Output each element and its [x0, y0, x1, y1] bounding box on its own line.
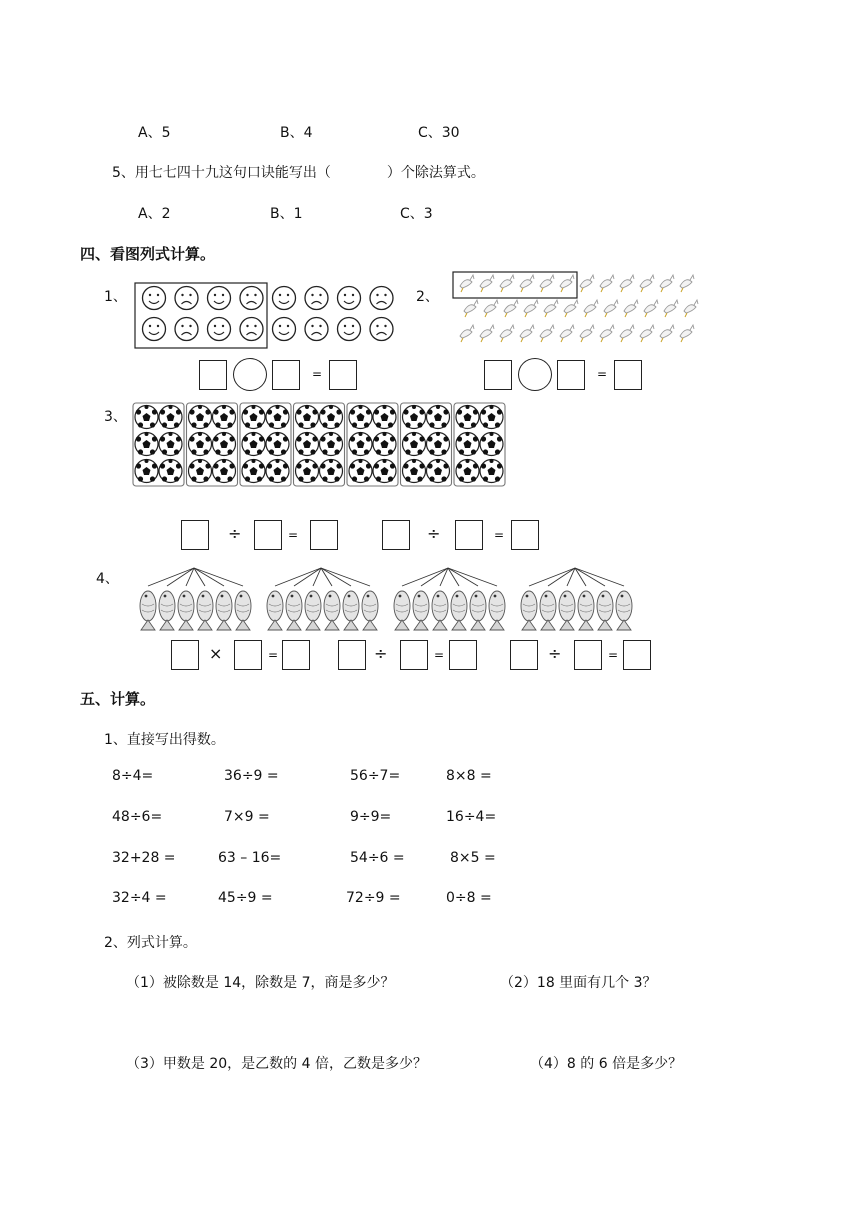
bird-icon: [580, 275, 594, 292]
answer-box[interactable]: [382, 520, 410, 550]
bird-icon: [500, 325, 514, 342]
bird-icon: [540, 275, 554, 292]
divide-sign: ÷: [427, 524, 441, 543]
calc-item: 0÷8 =: [446, 890, 492, 906]
calc-item: 7×9 =: [224, 809, 270, 825]
bird-icon: [480, 325, 494, 342]
smiley-face-icon: [143, 318, 166, 341]
sad-face-icon: [175, 287, 198, 310]
q4-option-c: C、30: [418, 125, 460, 141]
q5-option-a: A、2: [138, 206, 171, 222]
soccer-ball-icon: [159, 405, 182, 429]
fish-icon: [235, 591, 251, 630]
soccer-ball-icon: [320, 459, 343, 483]
bird-icon: [460, 325, 474, 342]
sad-face-icon: [305, 287, 328, 310]
fish-icon: [286, 591, 302, 630]
fish-icon: [159, 591, 175, 630]
answer-box[interactable]: [310, 520, 338, 550]
q4-option-a: A、5: [138, 125, 171, 141]
fish-bundle: [267, 568, 378, 630]
equals-sign: =: [434, 648, 445, 662]
soccer-balls-picture: [132, 402, 514, 488]
faces-picture: [134, 280, 404, 350]
soccer-ball-icon: [480, 459, 503, 483]
fish-bundle: [394, 568, 505, 630]
calc-item: 8×5 =: [450, 850, 496, 866]
fish-icon: [178, 591, 194, 630]
section5-title: 五、计算。: [80, 690, 156, 708]
soccer-ball-icon: [159, 432, 182, 456]
soccer-ball-icon: [135, 405, 158, 429]
operator-circle[interactable]: [518, 358, 552, 391]
answer-box[interactable]: [614, 360, 642, 390]
sad-face-icon: [370, 287, 393, 310]
bird-icon: [644, 300, 658, 317]
answer-box[interactable]: [282, 640, 310, 670]
equals-sign: =: [597, 367, 608, 381]
fish-icon: [343, 591, 359, 630]
answer-box[interactable]: [272, 360, 300, 390]
soccer-ball-icon: [427, 405, 450, 429]
q5-option-b: B、1: [270, 206, 303, 222]
soccer-ball-icon: [456, 459, 479, 483]
bird-icon: [664, 300, 678, 317]
answer-box[interactable]: [623, 640, 651, 670]
soccer-ball-icon: [266, 432, 289, 456]
answer-box[interactable]: [557, 360, 585, 390]
soccer-ball-icon: [135, 459, 158, 483]
soccer-ball-icon: [159, 459, 182, 483]
soccer-ball-icon: [349, 432, 372, 456]
soccer-ball-icon: [403, 405, 426, 429]
soccer-ball-icon: [242, 432, 265, 456]
fish-icon: [324, 591, 340, 630]
bird-icon: [600, 275, 614, 292]
answer-box[interactable]: [181, 520, 209, 550]
calc-item: 36÷9 =: [224, 768, 279, 784]
calc-item: 56÷7=: [350, 768, 401, 784]
bird-icon: [460, 275, 474, 292]
calc-item: 32+28 =: [112, 850, 176, 866]
soccer-ball-icon: [480, 432, 503, 456]
bird-icon: [620, 325, 634, 342]
fish-icon: [451, 591, 467, 630]
sad-face-icon: [370, 318, 393, 341]
bird-icon: [540, 325, 554, 342]
fish-icon: [470, 591, 486, 630]
soccer-ball-icon: [266, 405, 289, 429]
soccer-ball-icon: [213, 459, 236, 483]
bird-icon: [564, 300, 578, 317]
soccer-ball-icon: [403, 432, 426, 456]
bird-icon: [524, 300, 538, 317]
answer-box[interactable]: [171, 640, 199, 670]
equals-sign: =: [312, 367, 323, 381]
soccer-ball-icon: [320, 405, 343, 429]
bird-icon: [624, 300, 638, 317]
word-problem-1: （1）被除数是 14，除数是 7，商是多少？: [126, 975, 395, 991]
divide-sign: ÷: [374, 644, 388, 663]
bird-icon: [680, 275, 694, 292]
fish-icon: [521, 591, 537, 630]
bird-icon: [584, 300, 598, 317]
soccer-ball-icon: [296, 459, 319, 483]
answer-box[interactable]: [234, 640, 262, 670]
divide-sign: ÷: [228, 524, 242, 543]
soccer-ball-icon: [189, 432, 212, 456]
fish-bundle: [140, 568, 251, 630]
smiley-face-icon: [338, 318, 361, 341]
multiply-sign: ×: [209, 644, 223, 663]
problem4-label: 4、: [96, 571, 119, 587]
answer-box[interactable]: [510, 640, 538, 670]
fish-icon: [540, 591, 556, 630]
bird-icon: [520, 325, 534, 342]
answer-box[interactable]: [484, 360, 512, 390]
fish-icon: [616, 591, 632, 630]
calc-item: 9÷9=: [350, 809, 392, 825]
fish-picture: [134, 564, 644, 640]
calc-item: 16÷4=: [446, 809, 497, 825]
smiley-face-icon: [273, 318, 296, 341]
fish-icon: [597, 591, 613, 630]
calc-item: 48÷6=: [112, 809, 163, 825]
bird-icon: [660, 275, 674, 292]
answer-box[interactable]: [338, 640, 366, 670]
soccer-ball-icon: [266, 459, 289, 483]
fish-icon: [578, 591, 594, 630]
soccer-ball-icon: [296, 432, 319, 456]
bird-icon: [620, 275, 634, 292]
sad-face-icon: [240, 287, 263, 310]
smiley-face-icon: [338, 287, 361, 310]
bird-icon: [484, 300, 498, 317]
bird-icon: [604, 300, 618, 317]
fish-icon: [362, 591, 378, 630]
soccer-ball-icon: [373, 432, 396, 456]
soccer-ball-icon: [213, 405, 236, 429]
soccer-ball-icon: [427, 459, 450, 483]
smiley-face-icon: [208, 287, 231, 310]
calc-item: 72÷9 =: [346, 890, 401, 906]
calc-item: 8÷4=: [112, 768, 154, 784]
equals-sign: =: [268, 648, 279, 662]
answer-box[interactable]: [449, 640, 477, 670]
bird-icon: [504, 300, 518, 317]
smiley-face-icon: [273, 287, 296, 310]
bird-icon: [640, 325, 654, 342]
fish-icon: [394, 591, 410, 630]
soccer-ball-icon: [189, 405, 212, 429]
bird-icon: [680, 325, 694, 342]
calc-item: 45÷9 =: [218, 890, 273, 906]
fish-icon: [267, 591, 283, 630]
divide-sign: ÷: [548, 644, 562, 663]
soccer-ball-icon: [189, 459, 212, 483]
smiley-face-icon: [143, 287, 166, 310]
section4-title: 四、看图列式计算。: [80, 245, 216, 263]
q5-text: 5、用七七四十九这句口诀能写出（ ）个除法算式。: [112, 165, 485, 181]
answer-box[interactable]: [455, 520, 483, 550]
bird-icon: [660, 325, 674, 342]
soccer-ball-icon: [456, 405, 479, 429]
answer-box[interactable]: [254, 520, 282, 550]
soccer-ball-icon: [480, 405, 503, 429]
answer-box[interactable]: [511, 520, 539, 550]
bird-icon: [560, 325, 574, 342]
bird-icon: [600, 325, 614, 342]
operator-circle[interactable]: [233, 358, 267, 391]
answer-box[interactable]: [400, 640, 428, 670]
word-problem-4: （4）8 的 6 倍是多少？: [530, 1056, 683, 1072]
word-problem-3: （3）甲数是 20，是乙数的 4 倍，乙数是多少？: [126, 1056, 427, 1072]
soccer-ball-icon: [242, 405, 265, 429]
fish-icon: [432, 591, 448, 630]
bird-icon: [580, 325, 594, 342]
problem1-label: 1、: [104, 289, 127, 305]
fish-icon: [413, 591, 429, 630]
calc-item: 32÷4 =: [112, 890, 167, 906]
soccer-ball-icon: [403, 459, 426, 483]
equals-sign: =: [288, 528, 299, 542]
bird-icon: [560, 275, 574, 292]
sad-face-icon: [240, 318, 263, 341]
sub2-heading: 2、列式计算。: [104, 935, 197, 951]
calc-item: 54÷6 =: [350, 850, 405, 866]
soccer-ball-icon: [296, 405, 319, 429]
bird-icon: [544, 300, 558, 317]
problem3-label: 3、: [104, 409, 127, 425]
fish-icon: [305, 591, 321, 630]
soccer-ball-icon: [213, 432, 236, 456]
calc-item: 63 – 16=: [218, 850, 282, 866]
soccer-ball-icon: [242, 459, 265, 483]
soccer-ball-icon: [456, 432, 479, 456]
sub1-heading: 1、直接写出得数。: [104, 732, 225, 748]
sad-face-icon: [175, 318, 198, 341]
word-problem-2: （2）18 里面有几个 3？: [500, 975, 657, 991]
soccer-ball-icon: [349, 459, 372, 483]
soccer-ball-icon: [373, 459, 396, 483]
fish-bundle: [521, 568, 632, 630]
equals-sign: =: [608, 648, 619, 662]
answer-box[interactable]: [329, 360, 357, 390]
bird-icon: [640, 275, 654, 292]
q4-option-b: B、4: [280, 125, 313, 141]
fish-icon: [197, 591, 213, 630]
answer-box[interactable]: [199, 360, 227, 390]
bird-icon: [464, 300, 478, 317]
soccer-ball-icon: [349, 405, 372, 429]
bird-icon: [520, 275, 534, 292]
fish-icon: [559, 591, 575, 630]
birds-picture: [450, 270, 700, 350]
problem2-label: 2、: [416, 289, 439, 305]
fish-icon: [216, 591, 232, 630]
q5-option-c: C、3: [400, 206, 433, 222]
sad-face-icon: [305, 318, 328, 341]
equals-sign: =: [494, 528, 505, 542]
soccer-ball-icon: [320, 432, 343, 456]
calc-item: 8×8 =: [446, 768, 492, 784]
soccer-ball-icon: [135, 432, 158, 456]
bird-icon: [480, 275, 494, 292]
soccer-ball-icon: [427, 432, 450, 456]
bird-icon: [684, 300, 698, 317]
soccer-ball-icon: [373, 405, 396, 429]
bird-icon: [500, 275, 514, 292]
fish-icon: [140, 591, 156, 630]
answer-box[interactable]: [574, 640, 602, 670]
smiley-face-icon: [208, 318, 231, 341]
fish-icon: [489, 591, 505, 630]
